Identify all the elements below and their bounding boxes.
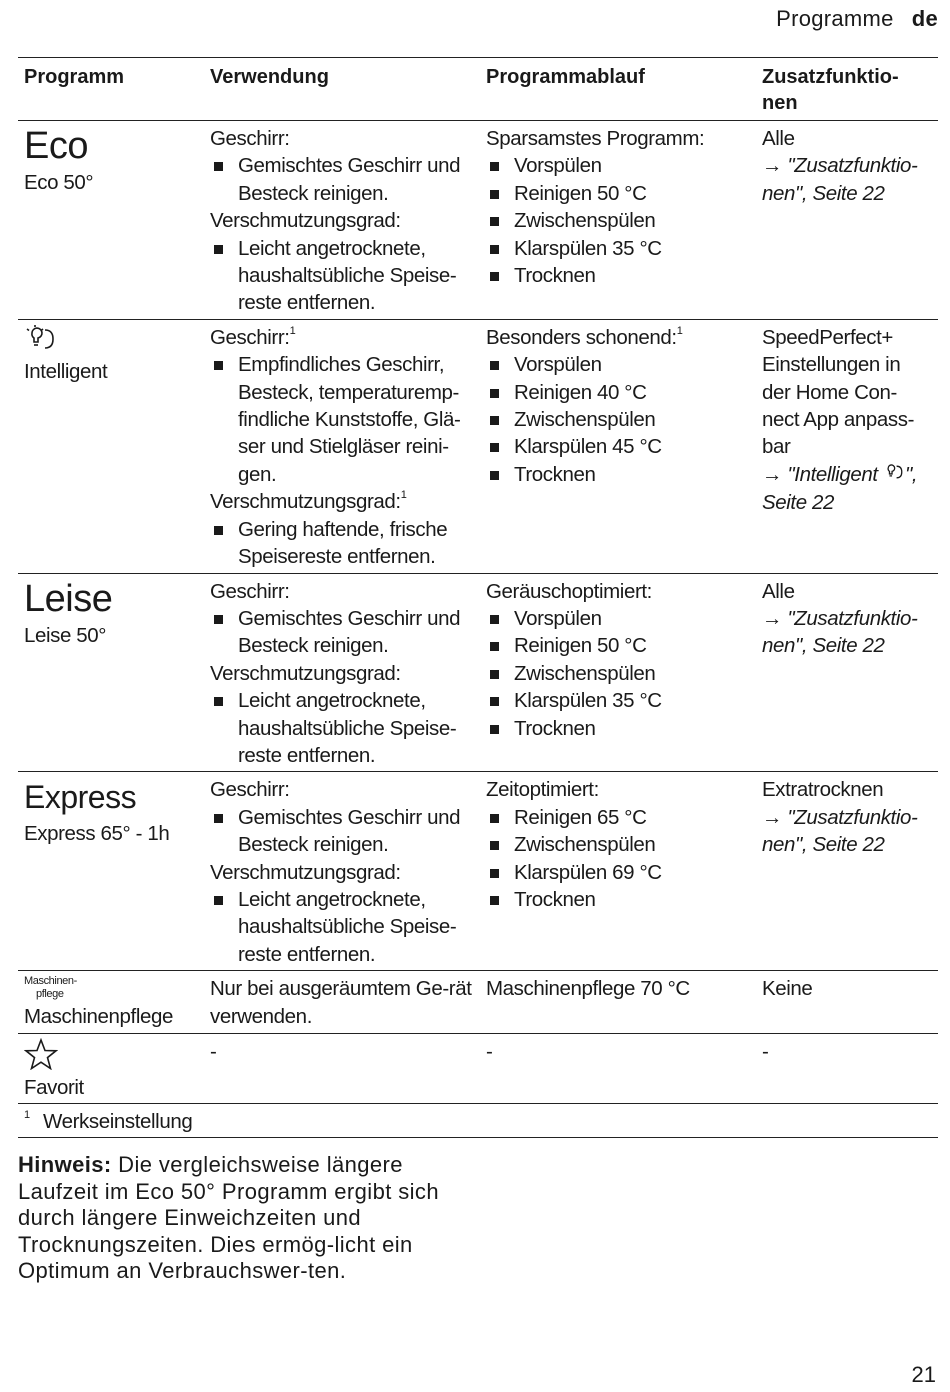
program-name: Leise 50°: [24, 623, 107, 647]
page-number: 21: [911, 1362, 936, 1387]
list-item: Trocknen: [486, 262, 750, 289]
usage-label-wrap: [210, 324, 474, 351]
list-item: Vorspülen: [486, 605, 750, 632]
cross-reference-link[interactable]: [762, 605, 932, 660]
flow-label-wrap: [486, 324, 750, 351]
program-symbol: Eco: [24, 125, 88, 167]
extra-cell: [756, 319, 938, 573]
cross-reference-text: "Intelligent: [787, 462, 883, 486]
program-cell: [18, 971, 204, 1033]
usage-cell: [204, 1033, 480, 1103]
flow-label: Sparsamstes Programm:: [486, 127, 705, 150]
program-symbol: Leise: [24, 577, 113, 620]
usage-cell: [204, 319, 480, 573]
usage-label: Verschmutzungsgrad:: [210, 860, 401, 884]
usage-label: Geschirr:: [210, 579, 290, 603]
program-symbol: Express: [24, 779, 137, 816]
footnote-cell: [18, 1104, 938, 1138]
list-item: Klarspülen 45 °C: [486, 433, 750, 460]
flow-cell: [480, 971, 756, 1033]
section-title: Programme: [776, 6, 894, 31]
flow-cell: [480, 121, 756, 320]
program-symbol-line: Maschinen-: [24, 975, 77, 988]
flow-label: Zeitoptimiert:: [486, 778, 599, 802]
flow-label: Geräuschoptimiert:: [486, 579, 652, 603]
column-header-programmablauf: Programmablauf: [480, 58, 756, 121]
table-header-row: [18, 58, 938, 121]
flow-cell: [480, 573, 756, 772]
list-item: Zwischenspülen: [486, 207, 750, 234]
arrow-right-icon: →: [762, 154, 788, 178]
usage-label: Geschirr:: [210, 325, 290, 349]
program-name: Eco 50°: [24, 171, 94, 194]
list-item: Klarspülen 69 °C: [486, 859, 750, 886]
cross-reference-link[interactable]: [762, 804, 932, 859]
cross-reference-link[interactable]: [762, 152, 932, 207]
program-cell: [18, 319, 204, 573]
column-header-programm: Programm: [18, 58, 204, 121]
program-name: Express 65° - 1h: [24, 822, 170, 846]
program-table: [18, 57, 938, 1138]
extra-text: Alle: [762, 127, 795, 150]
footnote-row: [18, 1104, 938, 1138]
list-item: Empfindliches Geschirr, Besteck, temperaturemp-findliche Kunststoffe, Glä-ser und Stielgläser reini-gen.: [210, 351, 474, 488]
usage-text: -: [210, 1039, 217, 1063]
cross-reference-text: ", Seite 22: [762, 462, 918, 515]
table-row: [18, 573, 938, 772]
extra-text: Extratrocknen: [762, 778, 884, 802]
extra-text: Alle: [762, 579, 795, 603]
hint-text: Die vergleichsweise längere Laufzeit im Eco 50° Programm ergibt sich durch längere Einweichzeiten und Trocknungszeiten. Dies ermög-licht ein Optimum an Verbrauchswer-ten.: [18, 1152, 439, 1283]
list-item: Zwischenspülen: [486, 406, 750, 433]
program-cell: [18, 1033, 204, 1103]
list-item: Reinigen 40 °C: [486, 379, 750, 406]
program-cell: [18, 772, 204, 971]
program-symbol-line: pflege: [36, 988, 64, 1001]
intelligent-icon: [883, 462, 905, 489]
list-item: Leicht angetrocknete, haushaltsübliche Speise-reste entfernen.: [210, 235, 474, 317]
list-item: Vorspülen: [486, 152, 750, 179]
list-item: Klarspülen 35 °C: [486, 235, 750, 262]
footnote-ref: 1: [400, 489, 407, 502]
column-header-zusatzfunktionen-text: Zusatzfunktio- nen: [762, 66, 899, 114]
arrow-right-icon: →: [762, 606, 788, 630]
list-item: Klarspülen 35 °C: [486, 687, 750, 714]
usage-label: Geschirr:: [210, 778, 290, 802]
column-header-zusatzfunktionen: [756, 58, 938, 121]
usage-label: Geschirr:: [210, 127, 290, 150]
table-row: [18, 971, 938, 1033]
footnote-text: Werkseinstellung: [43, 1110, 193, 1133]
program-cell: [18, 573, 204, 772]
star-outline-icon: [24, 1038, 198, 1072]
program-name: Intelligent: [24, 359, 108, 383]
table-row: [18, 1033, 938, 1103]
usage-label: Verschmutzungsgrad:: [210, 209, 401, 233]
table-row: [18, 772, 938, 971]
extra-text: SpeedPerfect+ Einstellungen in der Home Con-nect App anpass-bar: [762, 325, 915, 459]
extra-cell: [756, 971, 938, 1033]
cross-reference-link[interactable]: [762, 461, 932, 517]
page-header: [776, 6, 938, 32]
list-item: Gemischtes Geschirr und Besteck reinigen.: [210, 804, 474, 859]
usage-label: Verschmutzungsgrad:: [210, 661, 401, 685]
extra-cell: [756, 121, 938, 320]
list-item: Reinigen 50 °C: [486, 632, 750, 659]
list-item: Zwischenspülen: [486, 831, 750, 858]
hint-label: Hinweis:: [18, 1152, 112, 1177]
list-item: Gemischtes Geschirr und Besteck reinigen.: [210, 605, 474, 660]
usage-cell: [204, 971, 480, 1033]
table-row: [18, 121, 938, 320]
list-item: Leicht angetrocknete, haushaltsübliche Speise-reste entfernen.: [210, 886, 474, 968]
extra-cell: [756, 1033, 938, 1103]
program-name: Maschinenpflege: [24, 1005, 173, 1029]
program-symbol: [24, 975, 198, 1001]
list-item: Zwischenspülen: [486, 660, 750, 687]
language-code: de: [911, 6, 938, 31]
program-cell: [18, 121, 204, 320]
list-item: Trocknen: [486, 715, 750, 742]
list-item: Gering haftende, frische Speisereste entfernen.: [210, 516, 474, 571]
program-name: Favorit: [24, 1075, 84, 1099]
flow-text: -: [486, 1039, 493, 1063]
intelligent-icon: [24, 324, 198, 356]
list-item: Trocknen: [486, 461, 750, 488]
list-item: Reinigen 50 °C: [486, 180, 750, 207]
hint-paragraph: [18, 1152, 458, 1285]
column-header-verwendung: Verwendung: [204, 58, 480, 121]
flow-cell: [480, 319, 756, 573]
usage-text: Nur bei ausgeräumtem Ge-rät verwenden.: [210, 977, 472, 1028]
extra-cell: [756, 573, 938, 772]
arrow-right-icon: →: [762, 805, 788, 829]
cross-reference-text: "Zusatzfunktio-nen", Seite 22: [762, 606, 918, 658]
table-row: [18, 319, 938, 573]
cross-reference-text: "Zusatzfunktio-nen", Seite 22: [762, 154, 918, 205]
extra-text: -: [762, 1039, 769, 1063]
list-item: Trocknen: [486, 886, 750, 913]
flow-cell: [480, 772, 756, 971]
list-item: Gemischtes Geschirr und Besteck reinigen.: [210, 152, 474, 207]
list-item: Reinigen 65 °C: [486, 804, 750, 831]
footnote-ref: 1: [676, 324, 683, 337]
extra-cell: [756, 772, 938, 971]
usage-cell: [204, 573, 480, 772]
cross-reference-text: "Zusatzfunktio-nen", Seite 22: [762, 805, 918, 857]
usage-label: Verschmutzungsgrad:: [210, 490, 401, 514]
usage-cell: [204, 121, 480, 320]
usage-label-wrap: [210, 488, 474, 515]
flow-text: Maschinenpflege 70 °C: [486, 977, 690, 1001]
usage-cell: [204, 772, 480, 971]
arrow-right-icon: →: [762, 462, 788, 486]
footnote-ref: 1: [289, 324, 296, 337]
list-item: Leicht angetrocknete, haushaltsübliche Speise-reste entfernen.: [210, 687, 474, 769]
footnote-mark: 1: [24, 1109, 30, 1121]
list-item: Vorspülen: [486, 351, 750, 378]
flow-cell: [480, 1033, 756, 1103]
extra-text: Keine: [762, 977, 813, 1001]
flow-label: Besonders schonend:: [486, 325, 677, 349]
